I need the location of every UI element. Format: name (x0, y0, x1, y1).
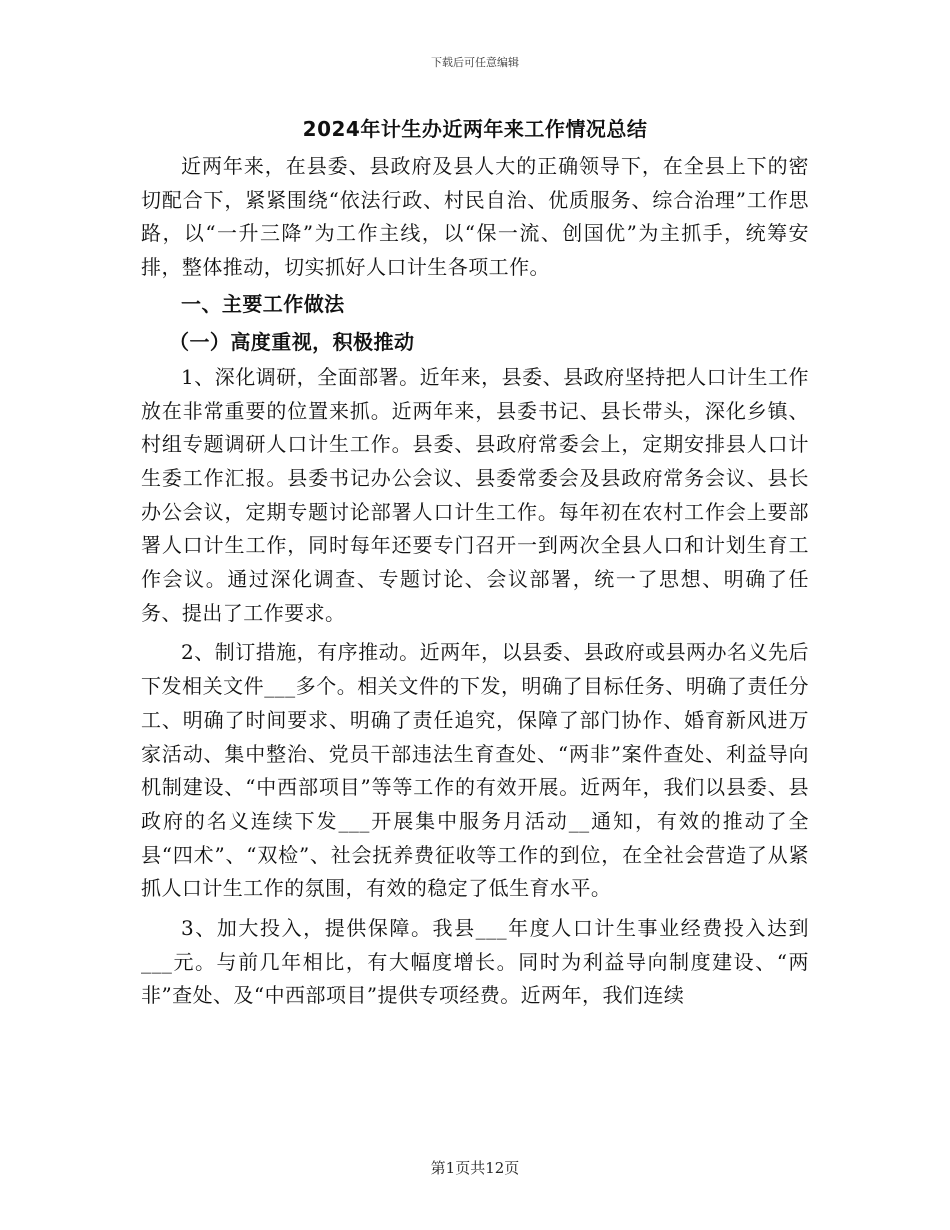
paragraph-research: 1、深化调研，全面部署。近年来，县委、县政府坚持把人口计生工作放在非常重要的位置来抓。近两年来，县委书记、县长带头，深化乡镇、村组专题调研人口计生工作。县委、县政府常委会上，定期安排县人口计生委工作汇报。县委书记办公会议、县委常委会及县政府常务会议、县长办公会议，定期专题讨论部署人口计生工作。每年初在农村工作会上要部署人口计生工作，同时每年还要专门召开一到两次全县人口和计划生育工作会议。通过深化调查、专题讨论、会议部署，统一了思想、明确了任务、提出了工作要求。 (141, 364, 809, 625)
document-title: 2024年计生办近两年来工作情况总结 (302, 117, 648, 141)
section-heading-main-work: 一、主要工作做法 (181, 291, 345, 316)
document-body (141, 150, 809, 1013)
paragraph-measures: 2、制订措施，有序推动。近两年，以县委、县政府或县两办名义先后下发相关文件___多个。相关文件的下发，明确了目标任务、明确了责任分工、明确了时间要求、明确了责任追究，保障了部门协作、婚育新风进万家活动、集中整治、党员干部违法生育查处、“两非”案件查处、利益导向机制建设、“中西部项目”等等工作的有效开展。近两年，我们以县委、县政府的名义连续下发___开展集中服务月活动__通知，有效的推动了全县“四术”、“双检”、社会抚养费征收等工作的到位，在全社会营造了从紧抓人口计生工作的氛围，有效的稳定了低生育水平。 (141, 640, 809, 901)
subsection-heading-attention: （一）高度重视，积极推动 (169, 329, 415, 354)
paragraph-investment: 3、加大投入，提供保障。我县___年度人口计生事业经费投入达到___元。与前几年相比，有大幅度增长。同时为利益导向制度建设、“两非”查处、及“中西部项目”提供专项经费。近两年，我们连续 (141, 916, 809, 1008)
download-note: 下载后可任意编辑 (431, 56, 519, 69)
intro-paragraph: 近两年来，在县委、县政府及县人大的正确领导下，在全县上下的密切配合下，紧紧围绕“依法行政、村民自治、优质服务、综合治理”工作思路，以“一升三降”为工作主线，以“保一流、创国优”为主抓手，统筹安排，整体推动，切实抓好人口计生各项工作。 (141, 154, 809, 280)
page-number: 第1页共12页 (430, 1159, 520, 1177)
